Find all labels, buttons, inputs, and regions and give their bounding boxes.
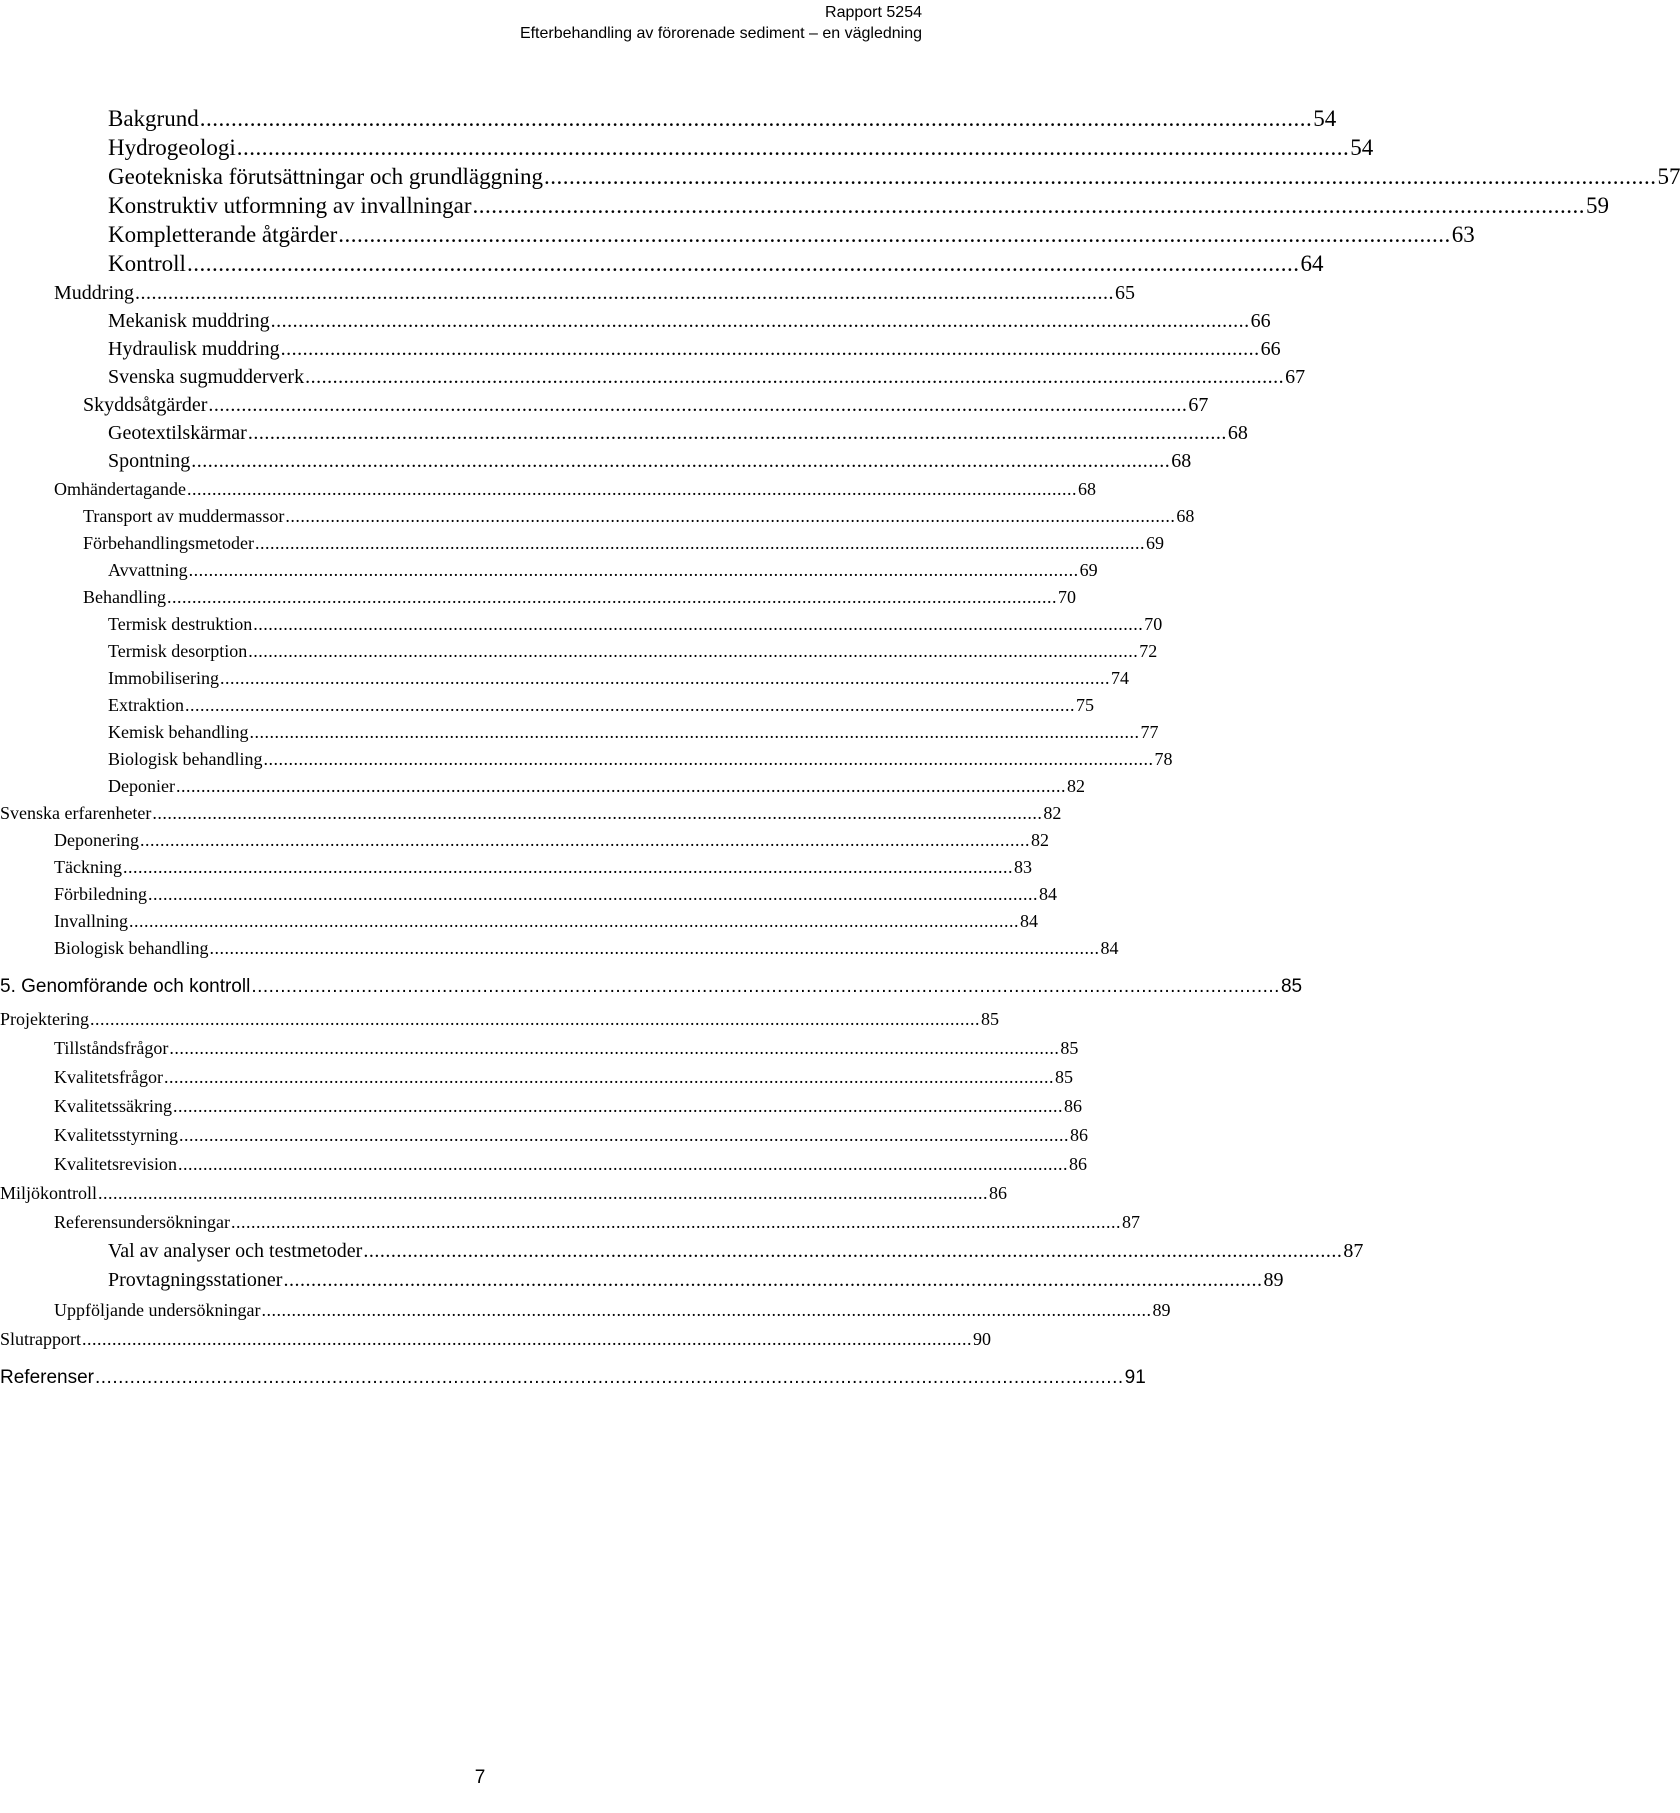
toc-chapter[interactable]: 5. Genomförande och kontroll .................................................................................................................................................................................. 85: [0, 976, 1303, 997]
toc-entry[interactable]: Kvalitetsfrågor .................................................................................................................................................................................. 85: [54, 1067, 1073, 1087]
toc-entry[interactable]: Förbehandlingsmetoder .................................................................................................................................................................................. 69: [83, 533, 1164, 553]
toc-entry[interactable]: Kompletterande åtgärder .................................................................................................................................................................................. 63: [108, 222, 1475, 247]
toc-entry[interactable]: Transport av muddermassor .................................................................................................................................................................................. 68: [83, 506, 1195, 526]
toc-entry[interactable]: Muddring .................................................................................................................................................................................. 65: [54, 282, 1135, 304]
toc-entry[interactable]: Val av analyser och testmetoder .................................................................................................................................................................................. 87: [108, 1240, 1364, 1262]
toc-entry[interactable]: Biologisk behandling .................................................................................................................................................................................. 78: [108, 749, 1173, 769]
toc-entry[interactable]: Deponier .................................................................................................................................................................................. 82: [108, 776, 1085, 796]
toc-entry[interactable]: Spontning .................................................................................................................................................................................. 68: [108, 450, 1192, 472]
toc-entry[interactable]: Uppföljande undersökningar .................................................................................................................................................................................. 89: [54, 1300, 1171, 1320]
report-title: Efterbehandling av förorenade sediment – en vägledning: [519, 25, 922, 42]
toc-entry[interactable]: Provtagningsstationer .................................................................................................................................................................................. 89: [108, 1269, 1284, 1291]
toc-entry[interactable]: Extraktion .................................................................................................................................................................................. 75: [108, 695, 1094, 715]
toc-entry[interactable]: Skyddsåtgärder .................................................................................................................................................................................. 67: [83, 394, 1209, 416]
report-number: Rapport 5254: [825, 4, 922, 21]
toc-entry[interactable]: Miljökontroll .................................................................................................................................................................................. 86: [0, 1183, 1008, 1203]
toc-entry[interactable]: Omhändertagande .................................................................................................................................................................................. 68: [54, 479, 1096, 499]
toc-entry[interactable]: Behandling .................................................................................................................................................................................. 70: [83, 587, 1076, 607]
toc-entry[interactable]: Täckning .................................................................................................................................................................................. 83: [54, 857, 1032, 877]
toc-entry[interactable]: Kvalitetsrevision .................................................................................................................................................................................. 86: [54, 1154, 1087, 1174]
toc-entry[interactable]: Bakgrund .................................................................................................................................................................................. 54: [108, 106, 1337, 131]
toc-entry[interactable]: Kontroll .................................................................................................................................................................................. 64: [108, 251, 1324, 276]
toc-entry[interactable]: Invallning .................................................................................................................................................................................. 84: [54, 911, 1038, 931]
toc-entry[interactable]: Hydrogeologi .................................................................................................................................................................................. 54: [108, 135, 1374, 160]
toc-entry[interactable]: Tillståndsfrågor .................................................................................................................................................................................. 85: [54, 1038, 1079, 1058]
toc-entry[interactable]: Kemisk behandling .................................................................................................................................................................................. 77: [108, 722, 1159, 742]
toc-entry[interactable]: Mekanisk muddring .................................................................................................................................................................................. 66: [108, 310, 1271, 332]
toc-entry[interactable]: Immobilisering .................................................................................................................................................................................. 74: [108, 668, 1129, 688]
page-number: 7: [474, 1767, 486, 1788]
toc-chapter[interactable]: Referenser .................................................................................................................................................................................. 91: [0, 1367, 1146, 1388]
toc-entry[interactable]: Kvalitetssäkring .................................................................................................................................................................................. 86: [54, 1096, 1082, 1116]
toc-entry[interactable]: Deponering .................................................................................................................................................................................. 82: [54, 830, 1049, 850]
toc-entry[interactable]: Förbiledning .................................................................................................................................................................................. 84: [54, 884, 1057, 904]
running-header: [520, 2, 922, 44]
toc-entry[interactable]: Geotextilskärmar .................................................................................................................................................................................. 68: [108, 422, 1248, 444]
toc-entry[interactable]: Svenska erfarenheter .................................................................................................................................................................................. 82: [0, 803, 1062, 823]
toc-entry[interactable]: Konstruktiv utformning av invallningar .................................................................................................................................................................................. 59: [108, 193, 1609, 218]
toc-entry[interactable]: Projektering .................................................................................................................................................................................. 85: [0, 1009, 999, 1029]
toc-entry[interactable]: Svenska sugmudderverk .................................................................................................................................................................................. 67: [108, 366, 1306, 388]
toc-entry[interactable]: Geotekniska förutsättningar och grundläggning .................................................................................................................................................................................. 57: [108, 164, 1680, 189]
toc-entry[interactable]: Termisk destruktion .................................................................................................................................................................................. 70: [108, 614, 1163, 634]
toc-entry[interactable]: Slutrapport .................................................................................................................................................................................. 90: [0, 1329, 991, 1349]
toc-entry[interactable]: Avvattning .................................................................................................................................................................................. 69: [108, 560, 1098, 580]
toc-entry[interactable]: Referensundersökningar .................................................................................................................................................................................. 87: [54, 1212, 1140, 1232]
toc-entry[interactable]: Biologisk behandling .................................................................................................................................................................................. 84: [54, 938, 1119, 958]
toc-entry[interactable]: Kvalitetsstyrning .................................................................................................................................................................................. 86: [54, 1125, 1088, 1145]
toc-entry[interactable]: Termisk desorption .................................................................................................................................................................................. 72: [108, 641, 1158, 661]
toc-entry[interactable]: Hydraulisk muddring .................................................................................................................................................................................. 66: [108, 338, 1281, 360]
